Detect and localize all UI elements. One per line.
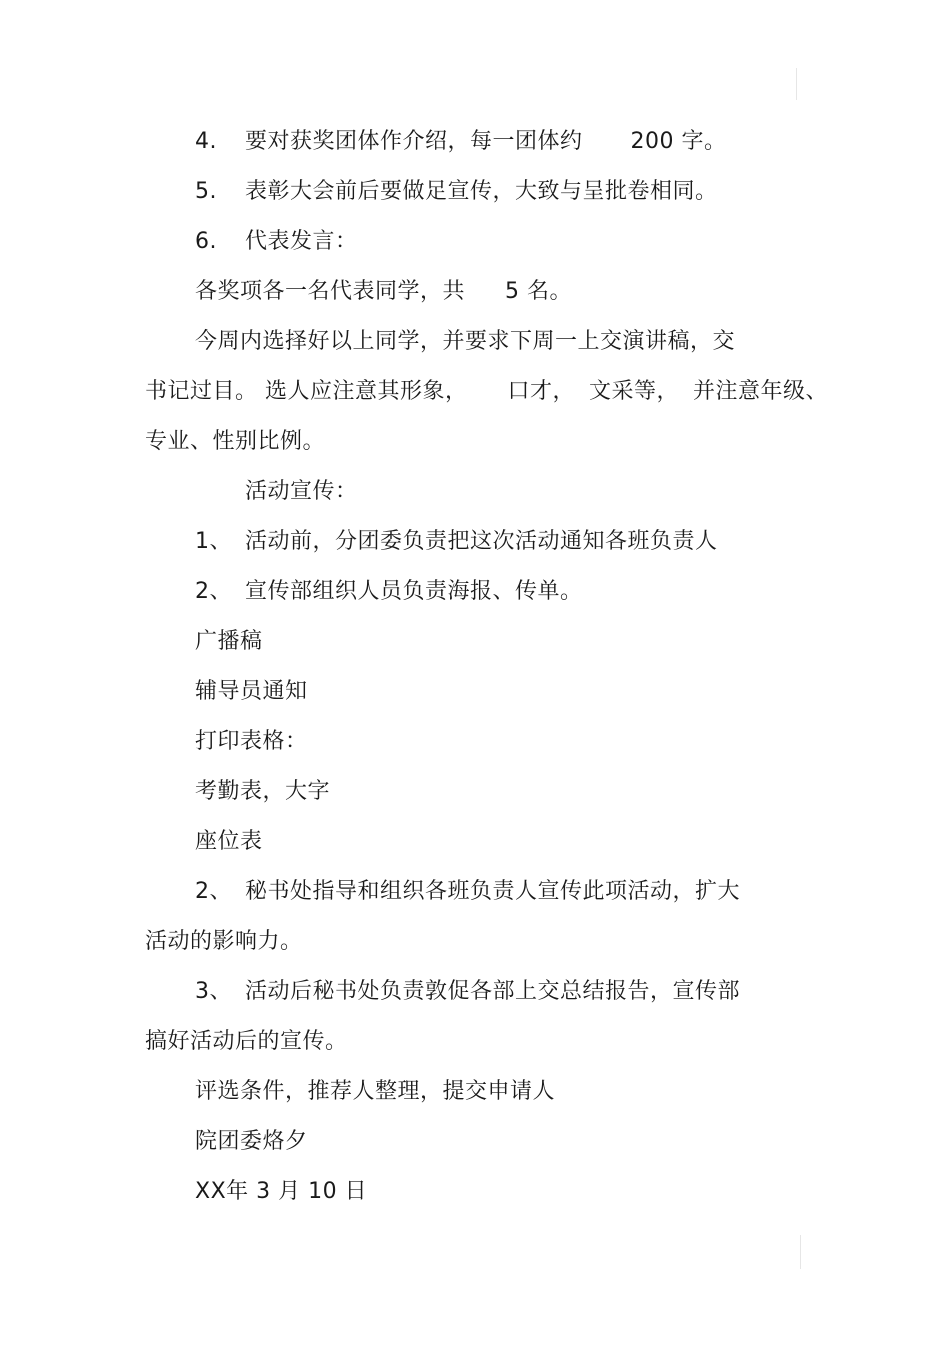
selection-line-1 — [195, 327, 735, 357]
secretary-item-2-text: 秘书处指导和组织各班负责人宣传此项活动，扩大 — [245, 879, 741, 904]
promotion-item-1-number: 1、 — [195, 529, 232, 554]
representatives-line — [195, 277, 572, 307]
representatives-text: 各奖项各一名代表同学，共 — [195, 279, 466, 304]
attendance-sheet — [195, 777, 330, 807]
promotion-heading — [245, 477, 358, 507]
selection-criteria — [195, 1077, 555, 1107]
promotion-item-1-text: 活动前，分团委负责把这次活动通知各班负责人 — [245, 529, 718, 554]
signature — [195, 1127, 308, 1157]
secretary-item-2-number: 2、 — [195, 879, 232, 904]
print-forms — [195, 727, 308, 757]
item-5 — [195, 177, 718, 207]
selection-text-2d: 并注意年级、 — [693, 379, 829, 404]
item-5-text: 表彰大会前后要做足宣传，大致与呈批卷相同。 — [245, 179, 718, 204]
selection-text-1: 今周内选择好以上同学，并要求下周一上交演讲稿，交 — [195, 329, 736, 354]
item-4-text: 要对获奖团体作介绍，每一团体约 — [245, 129, 583, 154]
secretary-item-2-continued — [145, 927, 303, 957]
broadcast-script-text: 广播稿 — [195, 629, 263, 654]
selection-text-2c: 文采等， — [589, 379, 680, 404]
signature-text: 院团委烙夕 — [195, 1129, 308, 1154]
secretary-item-3 — [195, 977, 740, 1007]
promotion-item-1 — [195, 527, 718, 557]
print-forms-text: 打印表格： — [195, 729, 308, 754]
date — [195, 1177, 367, 1207]
seating-chart-text: 座位表 — [195, 829, 263, 854]
broadcast-script — [195, 627, 263, 657]
secretary-item-3-number: 3、 — [195, 979, 232, 1004]
attendance-sheet-text: 考勤表，大字 — [195, 779, 331, 804]
item-4-number: 4. — [195, 129, 217, 154]
selection-line-2 — [145, 377, 828, 407]
promotion-item-2 — [195, 577, 583, 607]
date-text: XX年 3 月 10 日 — [195, 1179, 368, 1204]
item-6 — [195, 227, 358, 257]
item-5-number: 5. — [195, 179, 217, 204]
item-4 — [195, 127, 727, 157]
selection-criteria-text: 评选条件，推荐人整理，提交申请人 — [195, 1079, 556, 1104]
item-6-text: 代表发言： — [245, 229, 358, 254]
selection-text-2a: 书记过目。 选人应注意其形象， — [145, 379, 468, 404]
item-6-number: 6. — [195, 229, 217, 254]
bottom-right-margin-mark — [800, 1235, 801, 1269]
top-right-margin-mark — [796, 68, 797, 100]
secretary-item-3-text: 活动后秘书处负责敦促各部上交总结报告，宣传部 — [245, 979, 741, 1004]
secretary-item-2 — [195, 877, 740, 907]
selection-text-3: 专业、性别比例。 — [145, 429, 326, 454]
secretary-item-3-continued — [145, 1027, 348, 1057]
item-4-count: 200 字。 — [630, 129, 727, 154]
secretary-item-2-continued-text: 活动的影响力。 — [145, 929, 303, 954]
selection-line-3 — [145, 427, 325, 457]
selection-text-2b: 口才， — [507, 379, 576, 404]
counselor-notice-text: 辅导员通知 — [195, 679, 308, 704]
seating-chart — [195, 827, 263, 857]
secretary-item-3-continued-text: 搞好活动后的宣传。 — [145, 1029, 348, 1054]
promotion-heading-text: 活动宣传： — [245, 479, 358, 504]
counselor-notice — [195, 677, 308, 707]
promotion-item-2-text: 宣传部组织人员负责海报、传单。 — [245, 579, 583, 604]
promotion-item-2-number: 2、 — [195, 579, 232, 604]
representatives-count: 5 名。 — [505, 279, 573, 304]
